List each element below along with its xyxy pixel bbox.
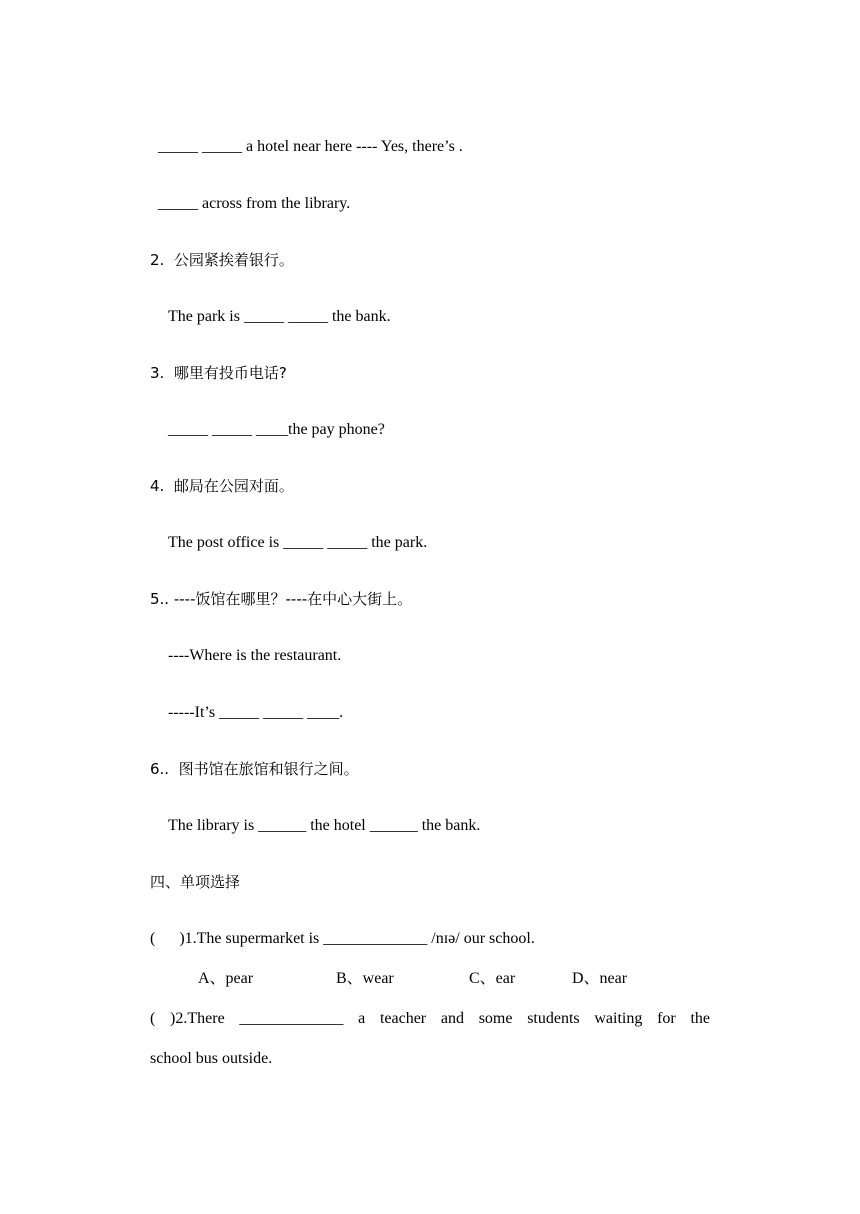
option-b: B、wear: [336, 970, 394, 987]
question-3-english: _____ _____ ____the pay phone?: [168, 421, 385, 438]
question-6-chinese: 6.. 图书馆在旅馆和银行之间。: [150, 760, 359, 778]
mc2-paren: (: [150, 1010, 156, 1027]
question-2-english: The park is _____ _____ the bank.: [168, 308, 391, 325]
question-6-english: The library is ______ the hotel ______ the bank.: [168, 817, 481, 834]
mc2-word: and: [440, 1010, 464, 1027]
mc-question-1-options: [0, 969, 860, 989]
mc2-word: )2.There: [170, 1010, 225, 1027]
option-d: D、near: [572, 970, 628, 987]
question-5-english-1: ----Where is the restaurant.: [168, 647, 342, 664]
mc2-word: students: [527, 1010, 580, 1027]
option-a: A、pear: [198, 970, 254, 987]
mc2-blank: _____________: [239, 1010, 344, 1027]
exercise-line-2: _____ across from the library.: [158, 195, 351, 212]
question-4-chinese: 4. 邮局在公园对面。: [150, 477, 294, 495]
mc-question-2-continuation: school bus outside.: [150, 1050, 273, 1067]
mc-question-2: [150, 1009, 710, 1029]
question-3-chinese: 3. 哪里有投币电话?: [150, 364, 287, 382]
question-5-chinese: 5.. ----饭馆在哪里？----在中心大街上。: [150, 590, 413, 608]
mc-question-1: ( )1.The supermarket is _____________ /nɪə/ our school.: [150, 930, 535, 947]
mc2-word: for: [657, 1010, 676, 1027]
mc2-word: a: [358, 1010, 366, 1027]
exercise-line-1: _____ _____ a hotel near here ---- Yes, there’s .: [158, 138, 463, 155]
mc2-word: waiting: [594, 1010, 643, 1027]
option-c: C、ear: [469, 970, 516, 987]
mc2-word: the: [690, 1010, 710, 1027]
mc2-word: some: [478, 1010, 513, 1027]
section-title: 四、单项选择: [150, 873, 241, 891]
mc2-word: teacher: [379, 1010, 427, 1027]
question-5-english-2: -----It’s _____ _____ ____.: [168, 704, 344, 721]
question-2-chinese: 2. 公园紧挨着银行。: [150, 251, 294, 269]
question-4-english: The post office is _____ _____ the park.: [168, 534, 428, 551]
